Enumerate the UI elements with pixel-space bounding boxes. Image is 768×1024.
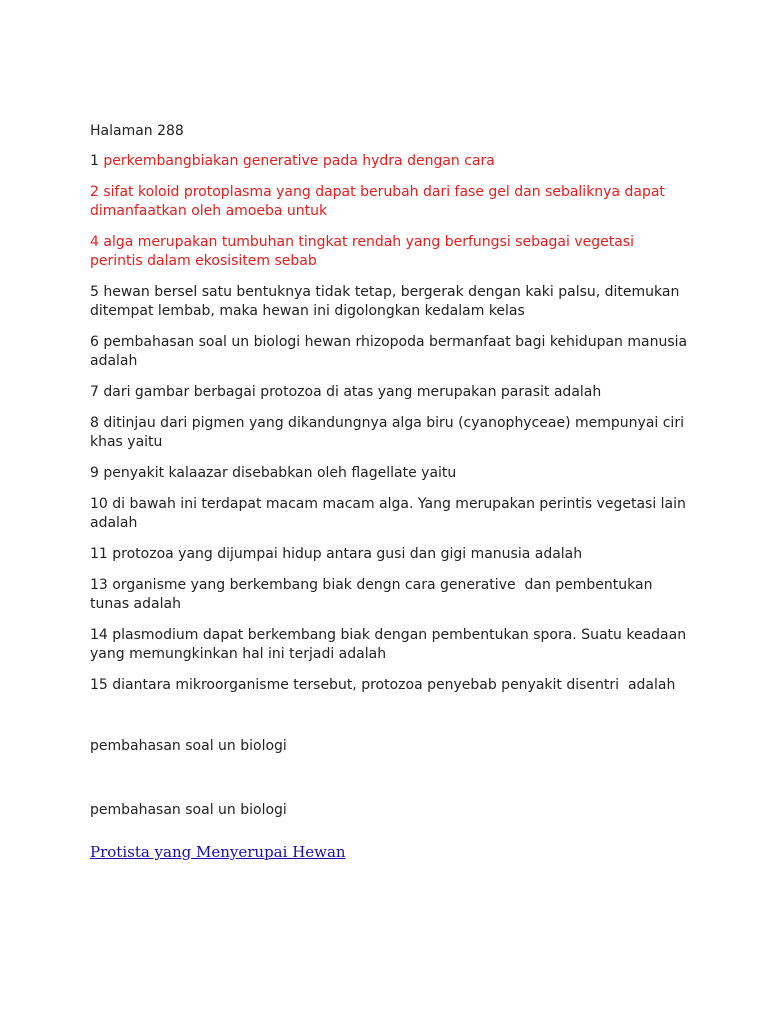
question-text: protozoa yang dijumpai hidup antara gusi dan gigi manusia adalah [112,546,583,562]
question-item-14 [90,626,690,664]
question-item-5 [90,283,690,321]
question-number: 11 [90,546,113,562]
question-item-8 [90,414,690,452]
question-item-2 [90,183,690,221]
question-text: alga merupakan tumbuhan tingkat rendah yang berfungsi sebagai vegetasi perintis dalam ekosisitem sebab [90,234,639,269]
question-text: perkembangbiakan generative pada hydra dengan cara [103,153,495,169]
question-text: sifat koloid protoplasma yang dapat berubah dari fase gel dan sebaliknya dapat dimanfaatkan oleh amoeba untuk [90,184,670,219]
question-number: 6 [90,334,104,350]
question-item-10 [90,495,690,533]
question-item-4 [90,233,690,271]
question-number: 4 [90,234,104,250]
question-number: 5 [90,284,104,300]
question-item-15 [90,676,690,695]
question-number: 8 [90,415,104,431]
question-item-13 [90,576,690,614]
question-item-11 [90,545,690,564]
question-text: ditinjau dari pigmen yang dikandungnya alga biru (cyanophyceae) mempunyai ciri khas yaitu [90,415,689,450]
question-item-9 [90,464,690,483]
protista-link[interactable]: Protista yang Menyerupai Hewan [90,843,346,861]
page-heading: Halaman 288 [90,123,184,139]
question-item-1 [90,152,690,171]
footer-text-1: pembahasan soal un biologi [90,738,287,754]
question-text: pembahasan soal un biologi hewan rhizopoda bermanfaat bagi kehidupan manusia adalah [90,334,692,369]
question-number: 9 [90,465,104,481]
footer-text-2: pembahasan soal un biologi [90,802,287,818]
question-text: di bawah ini terdapat macam macam alga. Yang merupakan perintis vegetasi lain adalah [90,496,691,531]
question-item-7 [90,383,690,402]
question-number: 13 [90,577,113,593]
question-number: 1 [90,153,104,169]
question-number: 15 [90,677,113,693]
question-text: plasmodium dapat berkembang biak dengan pembentukan spora. Suatu keadaan yang memungkinkan hal ini terjadi adalah [90,627,691,662]
question-number: 14 [90,627,113,643]
question-text: hewan bersel satu bentuknya tidak tetap, bergerak dengan kaki palsu, ditemukan ditempat lembab, maka hewan ini digolongkan kedalam kelas [90,284,684,319]
question-number: 2 [90,184,104,200]
question-text: organisme yang berkembang biak dengn cara generative dan pembentukan tunas adalah [90,577,657,612]
question-text: diantara mikroorganisme tersebut, protozoa penyebab penyakit disentri adalah [112,677,676,693]
question-item-6 [90,333,690,371]
document-content [90,121,690,862]
question-text: dari gambar berbagai protozoa di atas yang merupakan parasit adalah [103,384,602,400]
question-text: penyakit kalaazar disebabkan oleh flagellate yaitu [103,465,457,481]
question-number: 7 [90,384,104,400]
question-number: 10 [90,496,113,512]
